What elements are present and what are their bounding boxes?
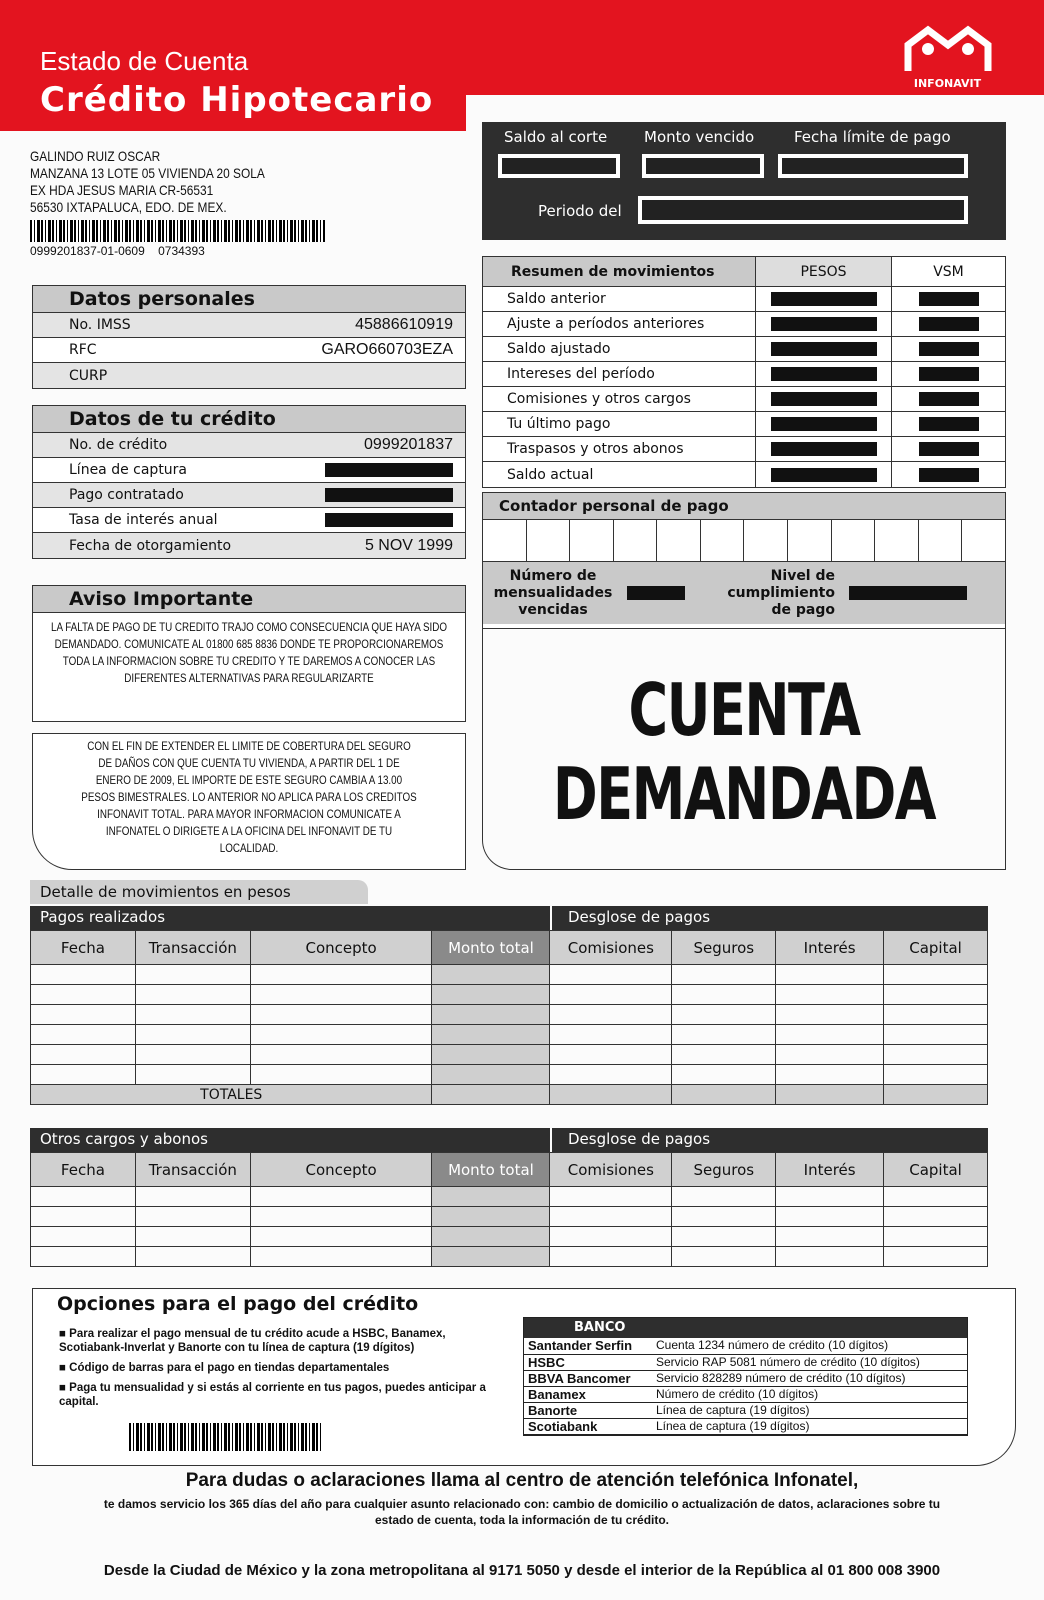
pesos-value [771,392,877,406]
pesos-value [771,442,877,456]
header-title: Crédito Hipotecario [40,80,434,120]
datos-credito [32,405,466,559]
bank-row [524,1338,967,1354]
vsm-value [919,417,979,431]
otros-table [30,1152,988,1267]
footer-heading: Para dudas o aclaraciones llama al centro de atención telefónica Infonatel, [185,1470,859,1491]
vsm-value [919,392,979,406]
column-header: Capital [884,931,988,965]
column-header: Seguros [672,1153,776,1187]
redacted-value [325,463,453,477]
resumen-label: Ajuste a períodos anteriores [507,316,705,332]
datos-credito-title: Datos de tu crédito [33,406,465,433]
vsm-value [919,468,979,482]
bank-row [524,1418,967,1434]
bank-name: Banorte [524,1402,652,1418]
row-value: 45886610919 [355,316,453,333]
fecha-field [778,154,968,178]
nivel-value [849,586,967,600]
house-logo-icon [903,25,993,73]
info-row [33,313,465,338]
desglose-label: Desglose de pagos [552,906,988,930]
saldo-field [498,154,620,178]
payment-counter-cells [483,520,1005,562]
footer-text: te damos servicio los 365 días del año para cualquier asunto relacionado con: cambio de domicilio o actualización de datos, aclaraciones sobre tu estado de cuenta, toda la información de tu crédito. [103,1497,941,1527]
resumen-label: Saldo ajustado [507,341,611,357]
row-value: 5 NOV 1999 [364,536,453,554]
bank-name: HSBC [524,1354,652,1370]
column-header: Seguros [672,931,776,965]
vsm-value [919,367,979,381]
resumen-row [483,362,1005,387]
pesos-value [771,292,877,306]
row-label: RFC [69,342,97,358]
resumen-label: Saldo anterior [507,291,606,307]
table-row [31,1045,988,1065]
opcion-item: ■ Paga tu mensualidad y si estás al corriente en tus pagos, puedes anticipar a capital. [59,1382,486,1408]
resumen-label: Traspasos y otros abonos [507,441,684,457]
aviso-title: Aviso Importante [33,586,465,613]
contador-personal [482,492,1006,629]
address-line: MANZANA 13 LOTE 05 VIVIENDA 20 SOLA [30,165,265,181]
info-row [33,338,465,363]
vsm-value [919,342,979,356]
info-row [33,483,465,508]
bank-name: BBVA Bancomer [524,1370,652,1386]
seguro-text: CON EL FIN DE EXTENDER EL LIMITE DE COBERTURA DEL SEGURO DE DAÑOS CON QUE CUENTA TU VIVIENDA, A PARTIR DEL 1 DE ENERO DE 2009, EL IMPORTE DE ESTE SEGURO CAMBIA A 13.00 PESOS BIMESTRALES. LO ANTERIOR NO APLICA PARA LOS CREDITOS INFONAVIT TOTAL. PARA MAYOR INFORMACION COMUNICATE A INFONATEL O DIRIGETE A LA OFICINA DEL INFONAVIT DE TU LOCALIDAD. [81,739,417,855]
table-row [31,1247,988,1267]
barcode-number: 0999201837-01-0609 0734393 [30,244,205,258]
otros-label: Otros cargos y abonos [30,1128,550,1152]
bank-instructions: Servicio RAP 5081 número de crédito (10 dígitos) [652,1354,967,1370]
info-row [33,433,465,458]
totales-label: TOTALES [31,1085,432,1105]
info-row [33,363,465,388]
totales-row [31,1085,988,1105]
contador-title: Contador personal de pago [483,493,1005,520]
aviso-importante [32,585,466,722]
row-label: Tasa de interés anual [69,512,218,528]
bank-row [524,1370,967,1386]
monto-field [642,154,764,178]
bank-name: Santander Serfin [524,1338,652,1354]
vsm-value [919,317,979,331]
bank-name: Scotiabank [524,1418,652,1434]
vsm-header: VSM [891,257,1005,286]
column-header: Monto total [432,1153,550,1187]
bank-instructions: Servicio 828289 número de crédito (10 dígitos) [652,1370,967,1386]
address-line: 56530 IXTAPALUCA, EDO. DE MEX. [30,199,227,215]
desglose-label-2: Desglose de pagos [552,1128,988,1152]
column-header: Concepto [250,1153,432,1187]
resumen-row [483,287,1005,312]
datos-personales [32,285,466,389]
row-label: Fecha de otorgamiento [69,537,232,554]
pagos-realizados [30,906,988,1105]
periodo-field [638,196,968,224]
row-label: CURP [69,367,108,384]
header-subtitle: Estado de Cuenta [40,46,249,76]
pesos-value [771,367,877,381]
table-row [31,1005,988,1025]
resumen-row [483,412,1005,437]
column-header: Interés [776,1153,884,1187]
monto-label: Monto vencido [644,128,755,146]
stamp-line2: DEMANDADA [552,752,936,836]
vsm-value [919,442,979,456]
periodo-label: Periodo del [538,202,622,220]
resumen-row [483,312,1005,337]
resumen-row [483,387,1005,412]
mensualidades-label: Número de mensualidades vencidas [493,567,613,618]
address-line: EX HDA JESUS MARIA CR-56531 [30,182,214,198]
bank-row [524,1402,967,1418]
otros-cargos [30,1128,988,1267]
redacted-value [325,513,453,527]
bank-name: Banamex [524,1386,652,1402]
pagos-table [30,930,988,1105]
table-row [31,1025,988,1045]
row-label: No. de crédito [69,437,168,453]
table-row [31,1065,988,1085]
bank-instructions: Línea de captura (19 dígitos) [652,1418,967,1434]
pesos-value [771,317,877,331]
column-header: Transacción [135,1153,250,1187]
redacted-value [325,488,453,502]
infonavit-logo [900,25,995,90]
bank-row [524,1354,967,1370]
resumen-movimientos [482,256,1006,488]
row-label: Pago contratado [69,487,184,503]
pagos-label: Pagos realizados [30,906,550,930]
row-value: 0999201837 [364,436,453,453]
column-header: Monto total [432,931,550,965]
row-value: GARO660703EZA [321,341,453,358]
nivel-label: Nivel de cumplimiento de pago [727,567,835,618]
footer-phones: Desde la Ciudad de México y la zona metropolitana al 9171 5050 y desde el interior de la República al 01 800 008 3900 [103,1562,941,1579]
column-header: Fecha [31,1153,136,1187]
table-row [31,1227,988,1247]
pesos-value [771,468,877,482]
vsm-value [919,292,979,306]
bank-row [524,1386,967,1402]
mensualidades-value [627,586,685,600]
opciones-title: Opciones para el pago del crédito [57,1293,419,1315]
resumen-label: Saldo actual [507,466,594,483]
aviso-seguro [32,733,466,870]
resumen-label: Tu último pago [507,416,611,432]
resumen-row [483,337,1005,362]
saldo-label: Saldo al corte [504,128,608,146]
resumen-label: Intereses del período [507,366,655,382]
column-header: Fecha [31,931,136,965]
opcion-item: ■ Para realizar el pago mensual de tu crédito acude a HSBC, Banamex, Scotiabank-Inverlat y Banorte con tu línea de captura (19 dígitos) [59,1328,446,1354]
table-row [31,965,988,985]
detalle-title: Detalle de movimientos en pesos [30,880,368,904]
pesos-value [771,342,877,356]
row-label: No. IMSS [69,317,131,333]
opcion-item: ■ Código de barras para el pago en tiendas departamentales [59,1362,390,1374]
table-row [31,1207,988,1227]
info-row [33,458,465,483]
banco-header: BANCO [524,1318,967,1338]
column-header: Comisiones [550,931,672,965]
pesos-header: PESOS [755,257,891,286]
column-header: Capital [884,1153,988,1187]
balance-summary-box [482,122,1006,240]
address-line: GALINDO RUIZ OSCAR [30,148,161,164]
column-header: Concepto [250,931,432,965]
info-row [33,533,465,558]
pesos-value [771,417,877,431]
column-header: Comisiones [550,1153,672,1187]
column-header: Interés [776,931,884,965]
bank-instructions: Número de crédito (10 dígitos) [652,1386,967,1402]
bank-instructions: Línea de captura (19 dígitos) [652,1402,967,1418]
info-row [33,508,465,533]
resumen-label: Comisiones y otros cargos [507,391,691,407]
stamp-line1: CUENTA [628,668,860,752]
bank-instructions: Cuenta 1234 número de crédito (10 dígitos) [652,1338,967,1354]
logo-text: INFONAVIT [913,77,982,90]
fecha-label: Fecha límite de pago [794,128,951,146]
table-row [31,1187,988,1207]
resumen-title: Resumen de movimientos [511,263,715,280]
resumen-row [483,462,1005,487]
cuenta-demandada-stamp [482,628,1006,870]
mailing-address [30,148,265,216]
table-row [31,985,988,1005]
aviso-text: LA FALTA DE PAGO DE TU CREDITO TRAJO COMO CONSECUENCIA QUE HAYA SIDO DEMANDADO. COMUNICATE AL 01800 685 8836 DONDE TE PROPORCIONAREMOS TODA LA INFORMACION SOBRE TU CREDITO Y TE DAREMOS A CONOCER LAS DIFERENTES ALTERNATIVAS PARA REGULARIZARTE [50,620,448,685]
column-header: Transacción [135,931,250,965]
row-label: Línea de captura [69,462,188,478]
datos-personales-title: Datos personales [33,286,465,313]
payment-barcode [129,1423,321,1451]
banks-table [524,1338,967,1435]
address-barcode [30,220,325,242]
opciones-pago [32,1288,1016,1466]
resumen-row [483,437,1005,462]
